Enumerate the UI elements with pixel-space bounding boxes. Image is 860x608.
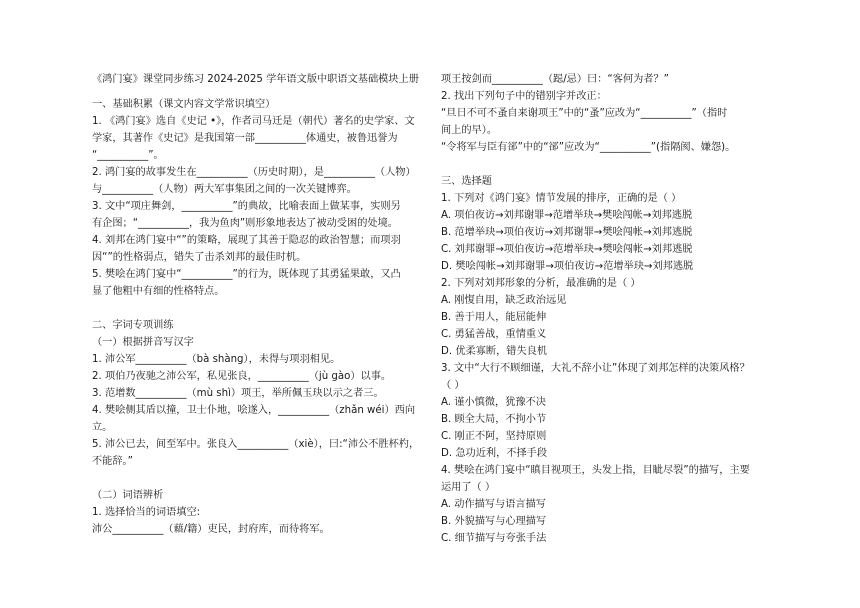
document-title: 《鸿门宴》课堂同步练习 2024-2025 学年语文版中职语文基础模块上册	[92, 74, 419, 85]
question-line: 5. 沛公已去，间至军中。张良入__________（xiè），曰:“沛公不胜杯杓，	[92, 439, 420, 450]
question-line: 5. 樊哙在鸿门宴中“__________”的行为，既体现了其勇猛果敢，又凸	[92, 269, 401, 280]
question-line: （ ）	[441, 380, 465, 391]
spacer	[92, 88, 428, 96]
question-line: 4. 刘邦在鸿门宴中“”的策略，展现了其善于隐忍的政治智慧；而项羽	[92, 235, 401, 246]
question-line: 项王按剑而__________（跽/忌）曰：“客何为者？”	[441, 74, 669, 85]
question-line: 1. 下列对《鸿门宴》情节发展的排序，正确的是（ ）	[441, 193, 682, 204]
question-line: 3. 文中“大行不顾细谨，大礼不辞小让”体现了刘邦怎样的决策风格？	[441, 363, 750, 374]
spacer	[92, 300, 428, 317]
question-line: 因“”的性格弱点，错失了击杀刘邦的最佳时机。	[92, 252, 307, 263]
answer-option: B. 外貌描写与心理描写	[441, 516, 547, 527]
answer-option: A. 谨小慎微，犹豫不决	[441, 397, 546, 408]
question-line: 3. 范增数__________（mù shì）项王，举所佩玉玦以示之者三。	[92, 388, 384, 399]
question-line: 1. 选择恰当的词语填空:	[92, 507, 201, 518]
left-column	[92, 71, 428, 538]
question-line: 显了他粗中有细的性格特点。	[92, 286, 225, 297]
question-line: 运用了（ ）	[441, 482, 496, 493]
spacer	[92, 470, 428, 487]
question-line: 2. 鸿门宴的故事发生在__________（历史时期），是__________（人物）	[92, 167, 416, 178]
answer-option: C. 细节描写与夸张手法	[441, 533, 547, 544]
answer-option: C. 刘邦谢罪→项伯夜访→范增举玦→樊哙闯帐→刘邦逃脱	[441, 244, 693, 255]
answer-option: A. 刚愎自用，缺乏政治远见	[441, 295, 567, 306]
section-heading-basics: 一、基础积累（课文内容文学常识填空）	[92, 99, 276, 110]
answer-option: D. 樊哙闯帐→刘邦谢罪→项伯夜访→范增举玦→刘邦逃脱	[441, 261, 694, 272]
question-line: 有企图；“__________，我为鱼肉”则形象地表达了被动受困的处境。	[92, 218, 398, 229]
answer-option: B. 范增举玦→项伯夜访→刘邦谢罪→樊哙闯帐→刘邦逃脱	[441, 227, 693, 238]
answer-option: C. 刚正不阿，坚持原则	[441, 431, 547, 442]
question-line: 不能辞。”	[92, 456, 133, 467]
question-line: 4. 樊哙侧其盾以撞，卫士仆地，哙遂入，__________（zhǎn wéi）西向	[92, 405, 416, 416]
question-line: 2. 下列对刘邦形象的分析，最准确的是（ ）	[441, 278, 641, 289]
answer-option: D. 急功近利，不择手段	[441, 448, 548, 459]
question-line: 3. 文中“项庄舞剑，__________”的典故，比喻表面上做某事，实则另	[92, 201, 401, 212]
answer-option: D. 优柔寡断，错失良机	[441, 346, 548, 357]
section-heading-vocabulary: 二、字词专项训练	[92, 320, 174, 331]
subsection-heading-pinyin: （一）根据拼音写汉字	[92, 337, 194, 348]
answer-option: B. 顾全大局，不拘小节	[441, 414, 547, 425]
question-line: 沛公__________（藉/籍）吏民，封府库，而待将军。	[92, 524, 330, 535]
question-line: 1. 《鸿门宴》选自《史记 •》，作者司马迁是（朝代）著名的史学家、文	[92, 116, 415, 127]
question-line: 2. 项伯乃夜驰之沛公军，私见张良，__________（jù gào）以事。	[92, 371, 392, 382]
question-line: 立。	[92, 422, 113, 433]
question-line: 间上的早）。	[441, 125, 498, 136]
question-line: “__________”。	[92, 150, 164, 161]
answer-option: B. 善于用人，能屈能伸	[441, 312, 547, 323]
question-line: “令将军与臣有郤”中的“郤”应改为“__________”(指隔阂、嫌怨)。	[441, 142, 736, 153]
right-column	[441, 71, 776, 547]
question-line: 2. 找出下列句子中的错别字并改正：	[441, 91, 607, 102]
answer-option: A. 项伯夜访→刘邦谢罪→范增举玦→樊哙闯帐→刘邦逃脱	[441, 210, 693, 221]
question-line: 学家，其著作《史记》是我国第一部__________体通史，被鲁迅誉为	[92, 133, 398, 144]
question-line: 4. 樊哙在鸿门宴中“瞋目视项王，头发上指，目眦尽裂”的描写，主要	[441, 465, 750, 476]
section-heading-multiple-choice: 三、选择题	[441, 176, 492, 187]
spacer	[441, 156, 776, 173]
question-line: “旦日不可不蚤自来谢项王”中的“蚤”应改为“__________”（指时	[441, 108, 728, 119]
question-line: 1. 沛公军__________（bà shàng），未得与项羽相见。	[92, 354, 341, 365]
subsection-heading-word-analysis: （二）词语辨析	[92, 490, 164, 501]
answer-option: C. 勇猛善战，重情重义	[441, 329, 547, 340]
question-line: 与__________（人物）两大军事集团之间的一次关键博弈。	[92, 184, 357, 195]
answer-option: A. 动作描写与语言描写	[441, 499, 546, 510]
